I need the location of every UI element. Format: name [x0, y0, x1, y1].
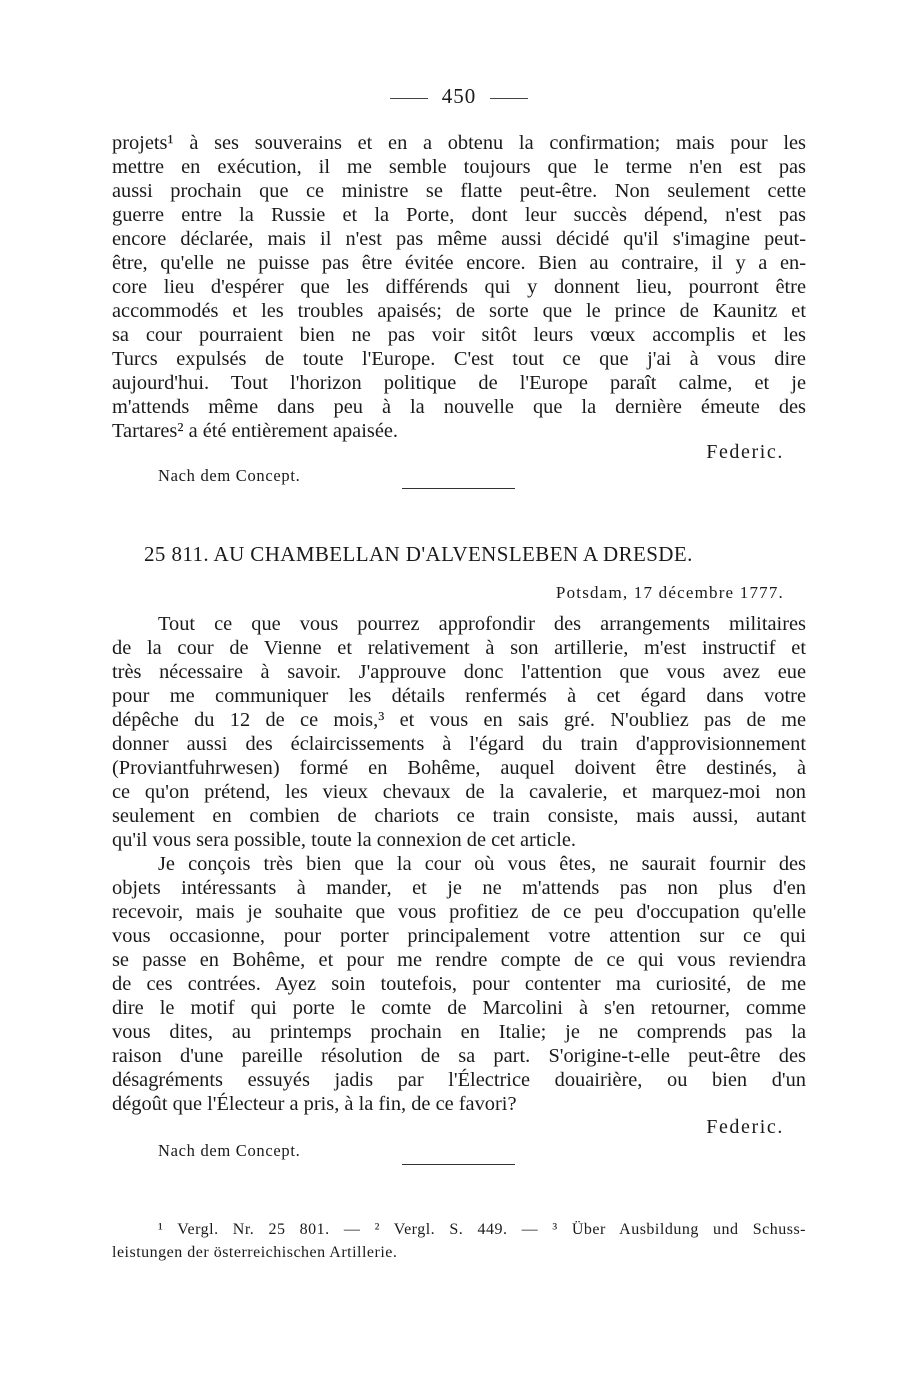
text-line: dégoût que l'Électeur a pris, à la fin, de ce favori? — [112, 1093, 517, 1115]
page-number: 450 — [441, 84, 477, 108]
continuation-paragraph — [112, 131, 806, 443]
letter-paragraph-1 — [112, 612, 806, 852]
text-line: Je conçois très bien que la cour où vous êtes, ne saurait fournir des — [158, 853, 806, 875]
letter-body — [112, 612, 806, 1116]
letter-signature: Federic. — [706, 1116, 784, 1138]
text-line: se passe en Bohême, et pour me rendre compte de ce qui vous reviendra — [112, 949, 806, 971]
text-line: mettre en exécution, il me semble toujours que le terme n'en est pas — [112, 156, 806, 178]
header-dash-right — [490, 98, 528, 99]
text-line: donner aussi des éclaircissements à l'égard du train d'approvisionnement — [112, 733, 806, 755]
text-line: de la cour de Vienne et relativement à son artillerie, m'est instructif et — [112, 637, 806, 659]
text-line: seulement en combien de chariots ce train consiste, mais aussi, autant — [112, 805, 806, 827]
letter-title: 25 811. AU CHAMBELLAN D'ALVENSLEBEN A DRESDE. — [144, 542, 693, 566]
text-line: guerre entre la Russie et la Porte, dont leur succès dépend, n'est pas — [112, 204, 806, 226]
text-line: vous dites, au printemps prochain en Italie; je ne comprends pas la — [112, 1021, 806, 1043]
letter-dateline: Potsdam, 17 décembre 1777. — [555, 583, 784, 602]
text-line: recevoir, mais je souhaite que vous profitiez de ce peu d'occupation qu'elle — [112, 901, 806, 923]
text-line: très nécessaire à savoir. J'approuve donc l'attention que vous avez eue — [112, 661, 806, 683]
letter-paragraph-2 — [112, 852, 806, 1116]
text-line: sa cour pourraient bien ne pas voir sitôt leurs vœux accomplis et les — [112, 324, 806, 346]
separator-rule-2 — [402, 1164, 515, 1165]
text-line: aujourd'hui. Tout l'horizon politique de l'Europe paraît calme, et je — [112, 372, 806, 394]
text-line: (Proviantfuhrwesen) formé en Bohême, auquel doivent être destinés, à — [112, 757, 806, 779]
text-line: aussi prochain que ce ministre se flatte peut-être. Non seulement cette — [112, 180, 806, 202]
text-line: qu'il vous sera possible, toute la connexion de cet article. — [112, 829, 577, 851]
text-line: Tartares² a été entièrement apaisée. — [112, 420, 399, 442]
text-line: pour me communiquer les détails renfermés à cet égard dans votre — [112, 685, 806, 707]
letter-source-note: Nach dem Concept. — [158, 1141, 301, 1160]
continuation-source-note: Nach dem Concept. — [158, 466, 301, 485]
text-line: accommodés et les troubles apaisés; de sorte que le prince de Kaunitz et — [112, 300, 806, 322]
text-line: m'attends même dans peu à la nouvelle que la dernière émeute des — [112, 396, 806, 418]
header-dash-left — [390, 98, 428, 99]
continuation-block — [112, 131, 806, 443]
text-line: raison d'une pareille résolution de sa part. S'origine-t-elle peut-être des — [112, 1045, 806, 1067]
text-line: core lieu d'espérer que les différends qui y donnent lieu, pourront être — [112, 276, 806, 298]
text-line: désagréments essuyés jadis par l'Électrice douairière, ou bien d'un — [112, 1069, 806, 1091]
text-line: projets¹ à ses souverains et en a obtenu la confirmation; mais pour les — [112, 132, 806, 154]
text-line: vous occasionne, pour porter principalement votre attention sur ce qui — [112, 925, 806, 947]
separator-rule-1 — [402, 488, 515, 489]
text-line: Turcs expulsés de toute l'Europe. C'est tout ce que j'ai à vous dire — [112, 348, 806, 370]
text-line: Tout ce que vous pourrez approfondir des arrangements militaires — [158, 613, 806, 635]
footnote-line-2: leistungen der österreichischen Artillerie. — [112, 1244, 398, 1261]
text-line: être, qu'elle ne puisse pas être évitée encore. Bien au contraire, il y a en- — [112, 252, 806, 274]
text-line: objets intéressants à mander, et je ne m'attends pas non plus d'en — [112, 877, 806, 899]
text-line: encore déclarée, mais il n'est pas même aussi décidé qu'il s'imagine peut- — [112, 228, 806, 250]
text-line: de ces contrées. Ayez soin toutefois, pour contenter ma curiosité, de me — [112, 973, 806, 995]
text-line: ce qu'on prétend, les vieux chevaux de la cavalerie, et marquez-moi non — [112, 781, 806, 803]
continuation-signature: Federic. — [706, 441, 784, 463]
footnote-line-1: ¹ Vergl. Nr. 25 801. — ² Vergl. S. 449. — ³ Über Ausbildung und Schuss- — [158, 1221, 806, 1238]
text-line: dire le motif qui porte le comte de Marcolini à s'en retourner, comme — [112, 997, 806, 1019]
footnotes — [112, 1218, 806, 1264]
text-line: dépêche du 12 de ce mois,³ et vous en sais gré. N'oubliez pas de me — [112, 709, 806, 731]
page-header — [112, 84, 806, 109]
